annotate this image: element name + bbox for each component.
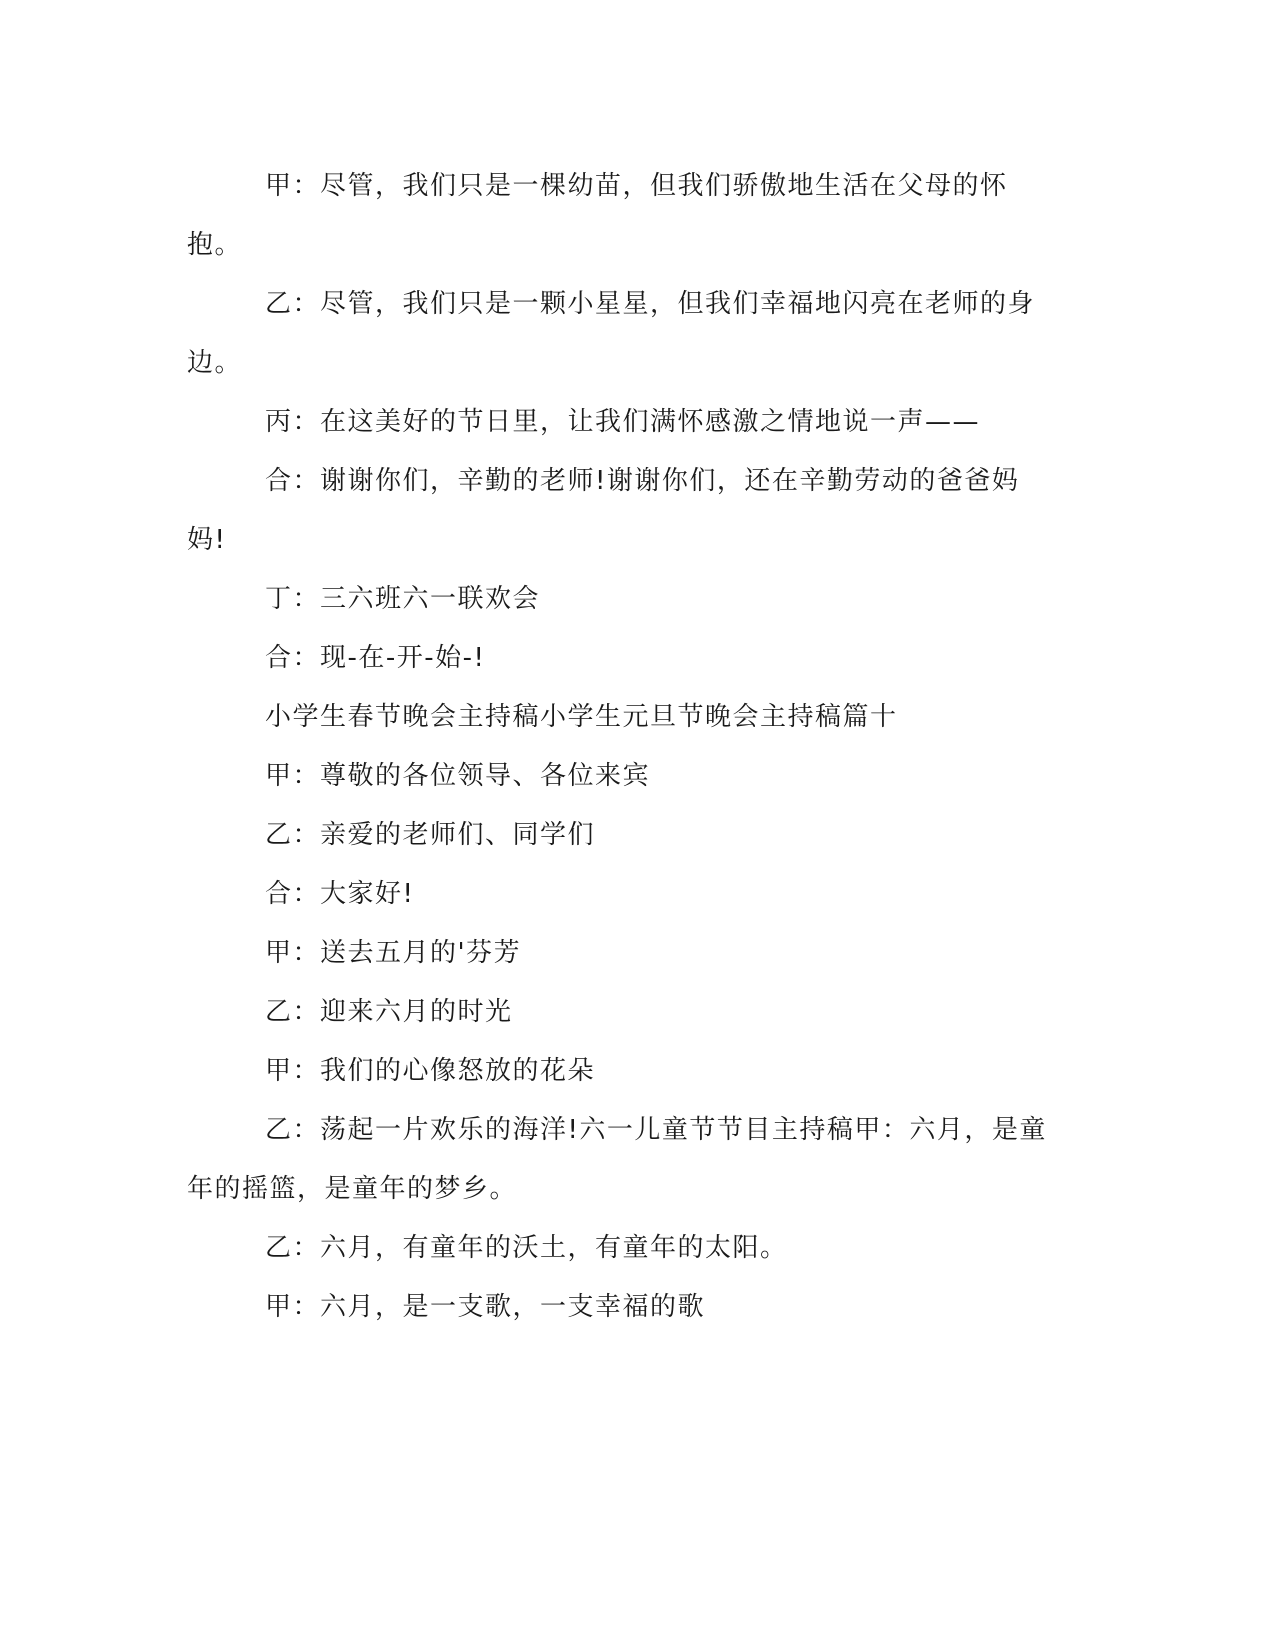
- paragraph: 乙：荡起一片欢乐的海洋!六一儿童节节目主持稿甲：六月，是童年的摇篮，是童年的梦乡。: [187, 1115, 1047, 1204]
- paragraph: 甲：送去五月的'芬芳: [265, 938, 522, 968]
- paragraph: 丙：在这美好的节日里，让我们满怀感激之情地说一声——: [265, 407, 981, 437]
- paragraph: 乙：亲爱的老师们、同学们: [265, 820, 596, 850]
- paragraph: 乙：迎来六月的时光: [265, 997, 513, 1027]
- paragraph: 乙：尽管，我们只是一颗小星星，但我们幸福地闪亮在老师的身边。: [187, 289, 1036, 378]
- paragraph: 甲：尽管，我们只是一棵幼苗，但我们骄傲地生活在父母的怀抱。: [187, 171, 1008, 260]
- paragraph: 甲：我们的心像怒放的花朵: [265, 1056, 596, 1086]
- paragraph: 乙：六月，有童年的沃土，有童年的太阳。: [265, 1233, 788, 1263]
- paragraph: 丁：三六班六一联欢会: [265, 584, 541, 614]
- paragraph: 合：谢谢你们，辛勤的老师!谢谢你们，还在辛勤劳动的爸爸妈妈!: [187, 466, 1020, 555]
- paragraph: 合：现-在-开-始-!: [265, 643, 486, 673]
- paragraph: 甲：尊敬的各位领导、各位来宾: [265, 761, 651, 791]
- section-heading: 小学生春节晚会主持稿小学生元旦节晚会主持稿篇十: [265, 702, 898, 732]
- paragraph: 合：大家好!: [265, 879, 415, 909]
- document-body: [187, 157, 1057, 1337]
- paragraph: 甲：六月，是一支歌，一支幸福的歌: [265, 1292, 706, 1322]
